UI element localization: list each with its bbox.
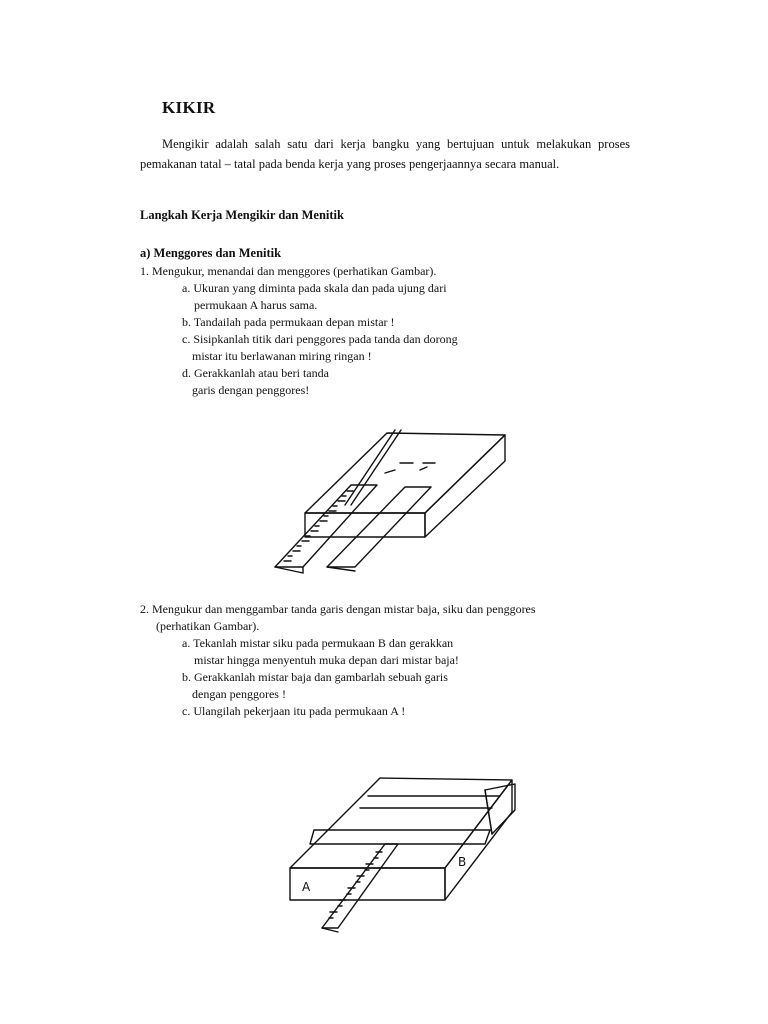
step2-item-b-line2: dengan penggores !	[192, 687, 286, 701]
step2-item-a-line2: mistar hingga menyentuh muka depan dari mistar baja!	[194, 653, 459, 667]
step1-item-b: b. Tandailah pada permukaan depan mistar !	[182, 315, 395, 329]
step1-item-d-line1: d. Gerakkanlah atau beri tanda	[182, 366, 329, 380]
intro-line-1: Mengikir adalah salah satu dari kerja bangku yang bertujuan untuk melakukan proses	[162, 137, 630, 151]
step2-text-line2: (perhatikan Gambar).	[156, 619, 260, 633]
subsection-heading: a) Menggores dan Menitik	[140, 246, 282, 260]
step1-item-a-line1: a. Ukuran yang diminta pada skala dan pada ujung dari	[182, 281, 447, 295]
intro-line-2: pemakanan tatal – tatal pada benda kerja yang proses pengerjaannya secara manual.	[140, 157, 560, 171]
step1-item-a-line2: permukaan A harus sama.	[194, 298, 318, 312]
section-heading: Langkah Kerja Mengikir dan Menitik	[140, 208, 344, 222]
label-a: A	[302, 880, 311, 894]
step1-item-c-line2: mistar itu berlawanan miring ringan !	[192, 349, 372, 363]
step2-text-line1: 2. Mengukur dan menggambar tanda garis dengan mistar baja, siku dan penggores	[140, 602, 536, 616]
label-b: B	[458, 855, 467, 869]
step2-item-b-line1: b. Gerakkanlah mistar baja dan gambarlah sebuah garis	[182, 670, 448, 684]
step1-text: 1. Mengukur, menandai dan menggores (perhatikan Gambar).	[140, 264, 437, 278]
step2-item-c: c. Ulangilah pekerjaan itu pada permukaan A !	[182, 704, 406, 718]
intro-paragraph	[140, 134, 630, 174]
step1-item-d-line2: garis dengan penggores!	[192, 383, 310, 397]
figure-1-marking-illustration	[265, 425, 535, 590]
figure-2-square-and-rule-illustration	[280, 768, 550, 938]
page-title: KIKIR	[162, 98, 216, 117]
step1-item-c-line1: c. Sisipkanlah titik dari penggores pada tanda dan dorong	[182, 332, 458, 346]
step2-item-a-line1: a. Tekanlah mistar siku pada permukaan B dan gerakkan	[182, 636, 454, 650]
